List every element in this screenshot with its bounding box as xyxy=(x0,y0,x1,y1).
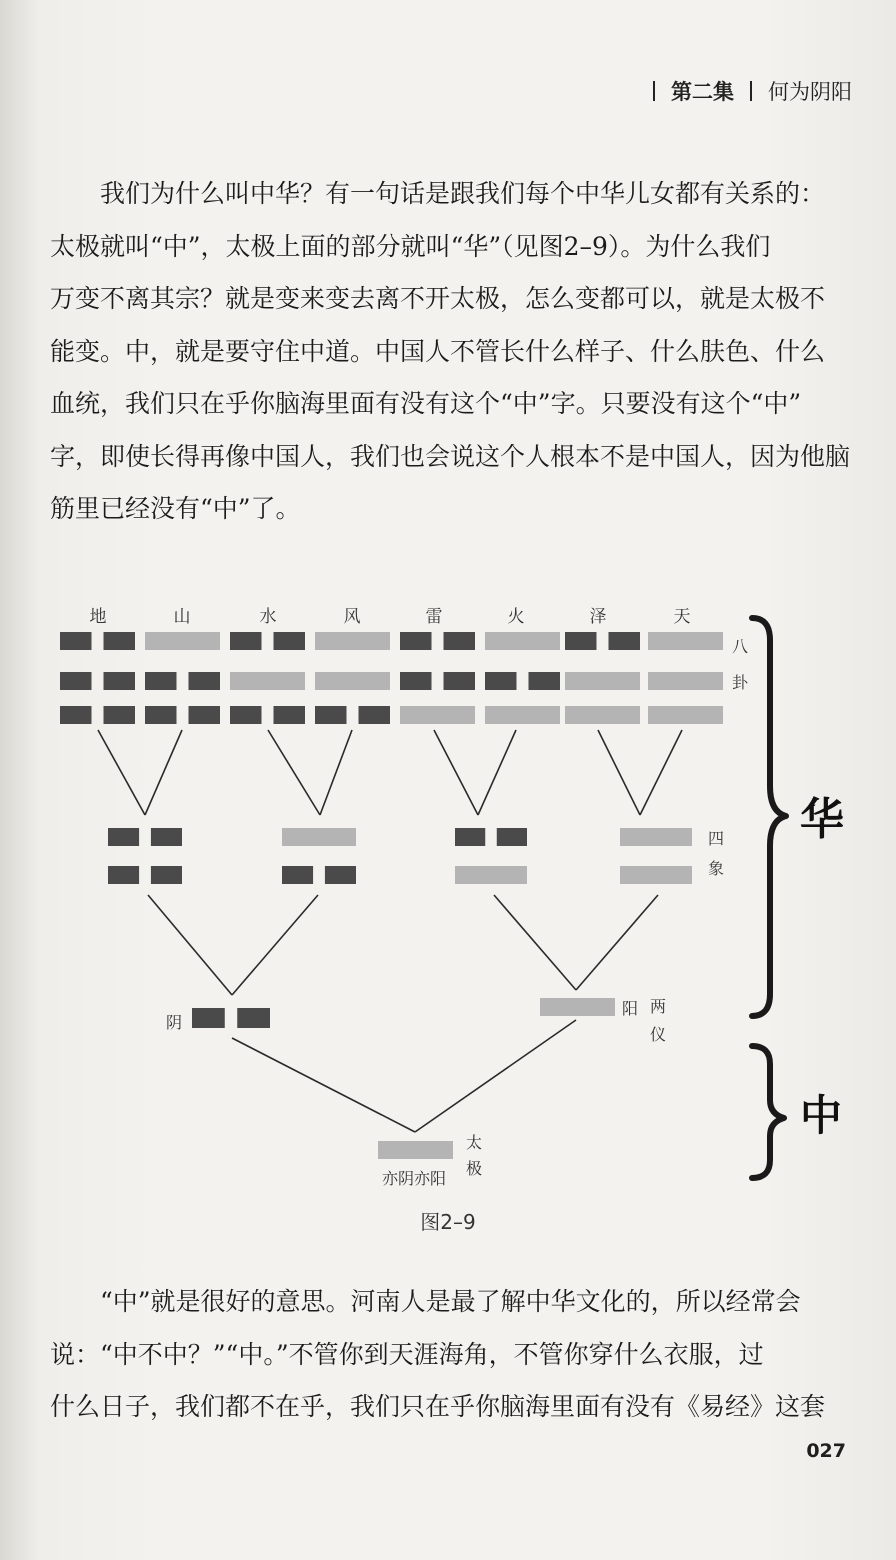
connector-line xyxy=(268,730,320,815)
yang-line xyxy=(620,866,692,884)
header-divider-left xyxy=(653,81,655,101)
connector-line xyxy=(576,895,658,990)
trigram-name: 泽 xyxy=(589,607,607,627)
yin-line-segment xyxy=(192,1008,225,1028)
hua-character: 华 xyxy=(800,794,844,845)
text-line: 太极就叫“中”，太极上面的部分就叫“华”（见图2–9）。为什么我们 xyxy=(50,231,771,261)
trigram-name: 天 xyxy=(673,607,691,627)
yin-line-segment xyxy=(104,672,136,690)
connector-line xyxy=(598,730,640,815)
header-divider-right xyxy=(750,81,752,101)
yin-line-segment xyxy=(230,706,262,724)
yang-line xyxy=(400,706,475,724)
text-line: 什么日子，我们都不在乎，我们只在乎你脑海里面有没有《易经》这套 xyxy=(50,1392,826,1421)
yang-line xyxy=(565,672,640,690)
taiji-label: 太 xyxy=(465,1133,483,1152)
yang-line xyxy=(282,828,356,846)
yin-line-segment xyxy=(565,632,597,650)
trigram-name: 火 xyxy=(507,607,525,627)
yin-line-segment xyxy=(151,866,182,884)
connector-line xyxy=(415,1020,576,1132)
text-line: 我们为什么叫中华？有一句话是跟我们每个中华儿女都有关系的： xyxy=(100,179,826,208)
yin-line-segment xyxy=(104,632,136,650)
yao-bars xyxy=(60,632,723,1159)
yang-line xyxy=(145,632,220,650)
yin-line-segment xyxy=(400,632,432,650)
connector-lines xyxy=(98,730,682,1132)
bagua-diagram xyxy=(0,590,896,1200)
header-title: 何为阴阳 xyxy=(768,80,852,104)
header-chapter: 第二集 xyxy=(671,80,734,104)
trigram-name: 雷 xyxy=(425,607,443,627)
text-line: 筋里已经没有“中”了。 xyxy=(50,494,301,523)
trigram-name: 水 xyxy=(259,607,277,627)
yin-line-segment xyxy=(497,828,527,846)
yang-line xyxy=(315,672,390,690)
yin-line-segment xyxy=(325,866,356,884)
yang-line xyxy=(455,866,527,884)
zhong-brace xyxy=(752,1046,784,1178)
yang-line xyxy=(485,632,560,650)
yin-line-segment xyxy=(237,1008,270,1028)
yang-line xyxy=(648,672,723,690)
yin-line-segment xyxy=(274,632,306,650)
yin-line-segment xyxy=(455,828,485,846)
connector-line xyxy=(434,730,478,815)
trigram-name: 地 xyxy=(89,607,107,627)
yang-line xyxy=(648,706,723,724)
connector-line xyxy=(478,730,516,815)
bagua-label: 八 xyxy=(731,637,749,656)
text-line: 能变。中，就是要守住中道。中国人不管长什么样子、什么肤色、什么 xyxy=(50,336,826,366)
yin-line-segment xyxy=(274,706,306,724)
taiji-sublabel: 亦阴亦阳 xyxy=(381,1169,447,1188)
liangyi-label: 仪 xyxy=(649,1025,667,1044)
text-line: “中”就是很好的意思。河南人是最了解中华文化的，所以经常会 xyxy=(100,1287,801,1316)
connector-line xyxy=(320,730,352,815)
page-number: 027 xyxy=(806,1440,846,1462)
yin-line-segment xyxy=(151,828,182,846)
yin-line-segment xyxy=(189,706,221,724)
sixiang-label: 四 xyxy=(707,829,725,848)
yin-line-segment xyxy=(444,632,476,650)
trigram-name: 风 xyxy=(343,607,361,627)
yang-label: 阳 xyxy=(621,999,639,1018)
zhong-character: 中 xyxy=(800,1091,843,1140)
yin-line-segment xyxy=(485,672,517,690)
body-paragraph-1 xyxy=(50,168,850,536)
yang-line xyxy=(565,706,640,724)
trigram-name: 山 xyxy=(173,607,191,627)
yin-line-segment xyxy=(359,706,391,724)
yin-line-segment xyxy=(108,828,139,846)
yin-line-segment xyxy=(108,866,139,884)
yang-line xyxy=(648,632,723,650)
yin-line-segment xyxy=(60,672,92,690)
yang-line xyxy=(620,828,692,846)
text-line: 字，即使长得再像中国人，我们也会说这个人根本不是中国人，因为他脑 xyxy=(50,441,851,471)
connector-line xyxy=(148,895,232,995)
text-line: 万变不离其宗？就是变来变去离不开太极，怎么变都可以，就是太极不 xyxy=(50,284,826,313)
liangyi-label: 两 xyxy=(649,997,667,1016)
yang-line xyxy=(230,672,305,690)
taiji-label: 极 xyxy=(465,1159,483,1178)
yin-line-segment xyxy=(444,672,476,690)
yang-line xyxy=(485,706,560,724)
connector-line xyxy=(232,895,318,995)
connector-line xyxy=(98,730,145,815)
yang-line xyxy=(378,1141,453,1159)
yin-line-segment xyxy=(60,706,92,724)
yin-line-segment xyxy=(609,632,641,650)
yin-line-segment xyxy=(529,672,561,690)
yin-line-segment xyxy=(104,706,136,724)
bagua-label: 卦 xyxy=(731,673,749,692)
body-paragraph-2 xyxy=(50,1276,850,1434)
connector-line xyxy=(232,1038,415,1132)
yin-line-segment xyxy=(230,632,262,650)
sixiang-label: 象 xyxy=(707,859,725,878)
connector-line xyxy=(145,730,182,815)
yang-line xyxy=(540,998,615,1016)
connector-line xyxy=(640,730,682,815)
yin-line-segment xyxy=(315,706,347,724)
yin-line-segment xyxy=(145,706,177,724)
text-line: 说：“中不中？”“中。”不管你到天涯海角，不管你穿什么衣服，过 xyxy=(50,1339,764,1369)
yin-line-segment xyxy=(282,866,313,884)
figure-caption: 图2–9 xyxy=(420,1210,476,1234)
connector-line xyxy=(494,895,576,990)
text-line: 血统，我们只在乎你脑海里面有没有这个“中”字。只要没有这个“中” xyxy=(50,389,802,418)
yin-line-segment xyxy=(400,672,432,690)
yin-line-segment xyxy=(145,672,177,690)
yin-line-segment xyxy=(60,632,92,650)
yang-line xyxy=(315,632,390,650)
yin-label: 阴 xyxy=(165,1013,183,1032)
running-header xyxy=(637,74,852,108)
hua-brace xyxy=(752,618,786,1016)
trigram-names xyxy=(90,607,691,627)
yin-line-segment xyxy=(189,672,221,690)
